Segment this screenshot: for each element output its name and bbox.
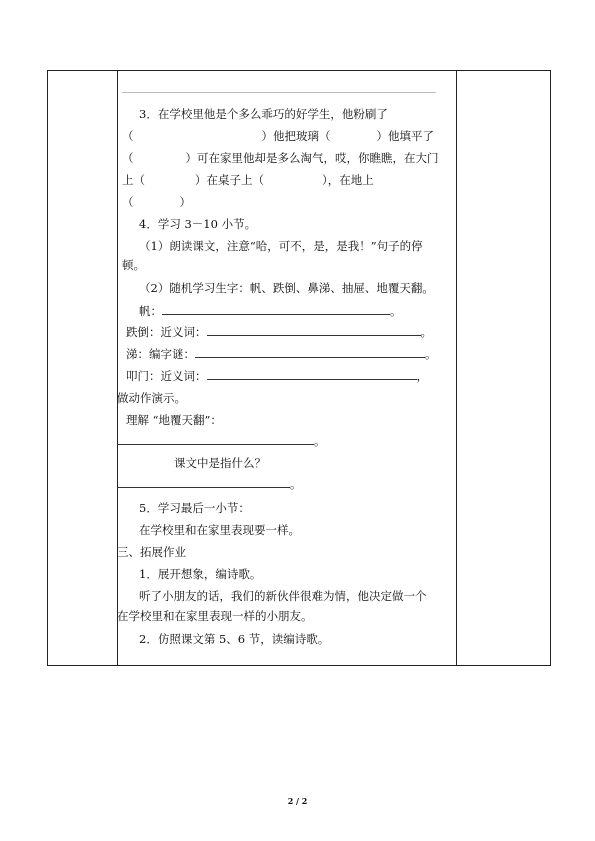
text: 。 xyxy=(290,477,302,491)
item-4-step-1: （1）朗读课文，注意“哈，可不，是，是我！”句子的停 xyxy=(139,239,423,253)
answer-blank[interactable] xyxy=(117,434,314,445)
item-3-line-1: 3．在学校里他是个多么乖巧的好学生，他粉刷了 xyxy=(139,107,388,121)
text: 。 xyxy=(420,325,432,339)
homework-1-text: 听了小朋友的话，我们的新伙伴很难为情，他决定做一个 xyxy=(139,589,427,603)
koumen-line xyxy=(126,368,428,384)
text: 叩门：近义词： xyxy=(126,369,207,383)
diedao-line xyxy=(126,324,432,340)
item-5-text: 在学校里和在家里表现要一样。 xyxy=(139,523,300,537)
text: （ xyxy=(122,195,134,209)
fan-line xyxy=(139,303,402,319)
demo-line: 做动作演示。 xyxy=(117,391,186,405)
understand-line: 理解 “地覆天翻”： xyxy=(126,413,222,427)
answer-blank[interactable] xyxy=(207,325,421,336)
item-3-line-5 xyxy=(122,194,191,210)
text: ）可在家里他却是多么淘气，哎，你瞧瞧，在大门 xyxy=(185,151,439,165)
item-4-heading: 4．学习 3－10 小节。 xyxy=(139,217,257,231)
answer-blank[interactable] xyxy=(117,477,290,488)
ti-line xyxy=(126,346,437,362)
item-3-line-3 xyxy=(122,150,439,166)
text: ），在地上 xyxy=(322,173,374,187)
text: 上（ xyxy=(122,173,145,187)
homework-1: 1．展开想象，编诗歌。 xyxy=(139,567,262,581)
text: 。 xyxy=(425,347,437,361)
text: （ xyxy=(122,151,134,165)
column-divider-right xyxy=(456,71,457,665)
item-3-line-4 xyxy=(122,172,374,188)
item-4-step-1-cont: 顿。 xyxy=(122,258,145,272)
understand-answer-line xyxy=(117,433,326,449)
page-number: 2 / 2 xyxy=(287,796,308,806)
section-3-heading: 三、拓展作业 xyxy=(117,545,186,559)
question-answer-line xyxy=(117,476,302,492)
text: ， xyxy=(416,369,428,383)
text: 。 xyxy=(314,434,326,448)
item-3-line-2 xyxy=(122,128,434,144)
text: （ xyxy=(122,129,134,143)
text: 跌倒：近义词： xyxy=(126,325,207,339)
item-5-heading: 5．学习最后一小节： xyxy=(139,501,250,515)
text: 涕：编字谜： xyxy=(126,347,195,361)
homework-1-text-cont: 在学校里和在家里表现一样的小朋友。 xyxy=(117,609,313,623)
text: ） xyxy=(179,195,191,209)
question-line: 课文中是指什么？ xyxy=(174,456,266,470)
homework-2: 2．仿照课文第 5、6 节，读编诗歌。 xyxy=(139,632,330,646)
text: 。 xyxy=(390,304,402,318)
separator-line xyxy=(122,92,436,93)
text: ）在桌子上（ xyxy=(195,173,264,187)
text: ）他把玻璃（ xyxy=(261,129,331,143)
text: ）他填平了 xyxy=(376,129,434,143)
item-4-step-2: （2）随机学习生字：帆、跌倒、鼻涕、抽屉、地覆天翻。 xyxy=(139,281,434,295)
answer-blank[interactable] xyxy=(207,369,417,380)
answer-blank[interactable] xyxy=(162,304,390,315)
text: 帆： xyxy=(139,304,162,318)
answer-blank[interactable] xyxy=(195,347,425,358)
lesson-content xyxy=(117,70,455,666)
